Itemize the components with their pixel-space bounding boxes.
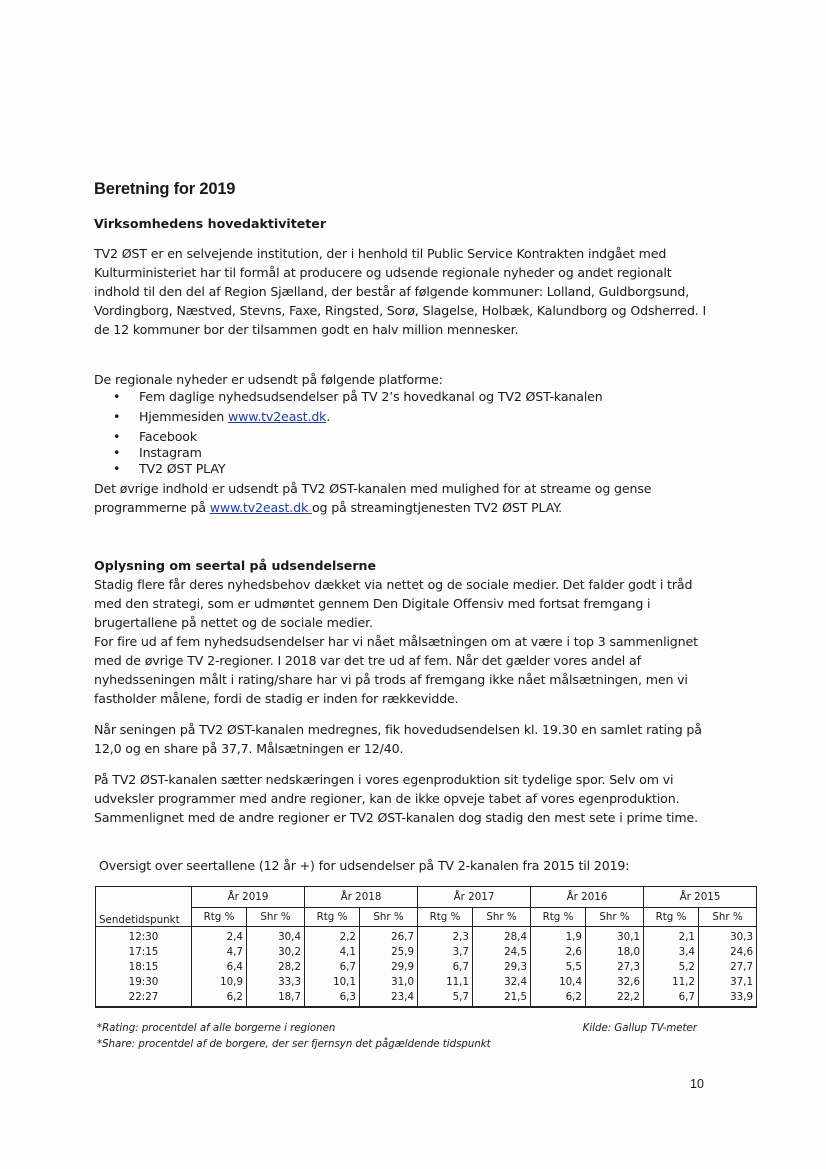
cell-share: 28,2 [247,959,305,974]
platform-item [113,445,603,461]
platform-text: TV2 ØST PLAY [139,461,226,476]
cell-rating: 2,3 [418,927,473,945]
cell-rating: 3,7 [418,944,473,959]
platform-item [113,409,603,429]
cell-rating: 5,2 [644,959,699,974]
column-header-year: År 2015 [644,887,757,908]
page-number: 10 [690,1077,704,1091]
column-header-share: Shr % [586,908,644,927]
activities-text: TV2 ØST er en selvejende institution, der i henhold til Public Service Kontrakten indgået med Kulturministeriet har til formål at producere og udsende regionale nyheder og andet regionalt indhold til den del af Region Sjælland, der består af følgende kommuner: Lolland, Guldborgsund, Vordingborg, Næstved, Stevns, Faxe, Ringsted, Sorø, Slagelse, Holbæk, Kalundborg og Odsherred. I de 12 kommuner bor der tilsammen godt en halv million mennesker. [94,246,707,337]
cell-rating: 6,7 [305,959,360,974]
table-row [96,989,757,1007]
platform-text: Fem daglige nyhedsudsendelser på TV 2’s hovedkanal og TV2 ØST-kanalen [139,389,603,404]
cell-rating: 3,4 [644,944,699,959]
platforms-list [113,389,603,477]
cell-rating: 4,7 [192,944,247,959]
cell-time: 22:27 [96,989,192,1007]
cell-rating: 6,2 [192,989,247,1007]
cell-time: 17:15 [96,944,192,959]
cell-time: 18:15 [96,959,192,974]
cell-rating: 11,2 [644,974,699,989]
platform-text: Facebook [139,429,197,444]
other-content-paragraph [94,479,714,517]
column-header-rating: Rtg % [418,908,473,927]
platforms-intro [94,370,714,389]
viewers-text-3: Når seningen på TV2 ØST-kanalen medregnes, fik hovedudsendelsen kl. 19.30 en samlet rating på 12,0 og en share på 37,7. Målsætningen er 12/40. [94,722,702,756]
column-header-time: Sendetidspunkt [96,887,192,927]
viewers-text-2: For fire ud af fem nyhedsudsendelser har vi nået målsætningen om at være i top 3 sammenlignet med de øvrige TV 2-regioner. I 2018 var det tre ud af fem. Når det gælder vores andel af nyhedsseningen målt i rating/share har vi på trods af fremgang ikke nået målsætningen, men vi fastholder målene, fordi de stadig er inden for rækkevidde. [94,634,698,706]
column-header-year: År 2018 [305,887,418,908]
cell-share: 33,9 [699,989,757,1007]
viewers-paragraph-1 [94,575,714,708]
cell-share: 28,4 [473,927,531,945]
table-row [96,959,757,974]
cell-rating: 1,9 [531,927,586,945]
cell-share: 21,5 [473,989,531,1007]
section-heading-viewers: Oplysning om seertal på udsendelserne [94,558,377,573]
cell-rating: 2,1 [644,927,699,945]
platform-suffix: . [326,409,331,424]
cell-share: 32,6 [586,974,644,989]
platform-text: Hjemmesiden [139,409,228,424]
data-source: Kilde: Gallup TV-meter [582,1023,697,1034]
bullet-icon: • [113,445,121,460]
website-link[interactable]: www.tv2east.dk [228,409,327,424]
cell-rating: 6,2 [531,989,586,1007]
cell-share: 32,4 [473,974,531,989]
column-header-rating: Rtg % [305,908,360,927]
viewers-paragraph-4 [94,770,714,827]
bullet-icon: • [113,461,121,476]
table-caption: Oversigt over seertallene (12 år +) for udsendelser på TV 2-kanalen fra 2015 til 2019: [99,858,630,873]
table-row [96,974,757,989]
platform-item [113,429,603,445]
cell-share: 29,3 [473,959,531,974]
column-header-rating: Rtg % [531,908,586,927]
cell-share: 31,0 [360,974,418,989]
platform-item [113,389,603,409]
activities-paragraph [94,244,714,339]
cell-time: 19:30 [96,974,192,989]
cell-share: 29,9 [360,959,418,974]
viewer-stats-table [95,886,757,1008]
cell-rating: 5,5 [531,959,586,974]
platform-text: Instagram [139,445,202,460]
bullet-icon: • [113,389,121,404]
table-row [96,944,757,959]
cell-share: 30,3 [699,927,757,945]
cell-rating: 10,1 [305,974,360,989]
cell-rating: 10,4 [531,974,586,989]
platforms-intro-text: De regionale nyheder er udsendt på følgende platforme: [94,372,443,387]
viewers-text-1: Stadig flere får deres nyhedsbehov dækket via nettet og de sociale medier. Det falder godt i tråd med den strategi, som er udmøntet gennem Den Digitale Offensiv med fortsat fremgang i brugertallene på nettet og de sociale medier. [94,577,693,630]
cell-share: 37,1 [699,974,757,989]
cell-rating: 5,7 [418,989,473,1007]
other-content-after: og på streamingtjenesten TV2 ØST PLAY. [311,500,563,515]
cell-rating: 6,7 [644,989,699,1007]
cell-share: 26,7 [360,927,418,945]
section-heading-activities: Virksomhedens hovedaktiviteter [94,216,327,231]
cell-share: 27,7 [699,959,757,974]
cell-share: 30,1 [586,927,644,945]
cell-share: 33,3 [247,974,305,989]
table-notes [97,1021,697,1053]
note-rating: *Rating: procentdel af alle borgerne i regionen [97,1023,336,1034]
cell-time: 12:30 [96,927,192,945]
cell-share: 22,2 [586,989,644,1007]
column-header-rating: Rtg % [644,908,699,927]
year-header-row [96,887,757,908]
cell-rating: 6,7 [418,959,473,974]
cell-share: 30,4 [247,927,305,945]
sub-header-row [96,908,757,927]
column-header-rating: Rtg % [192,908,247,927]
website-link-2[interactable]: www.tv2east.dk [209,500,312,515]
bullet-icon: • [113,429,121,444]
column-header-year: År 2016 [531,887,644,908]
note-share: *Share: procentdel af de borgere, der ser fjernsyn det pågældende tidspunkt [97,1039,491,1050]
platform-item [113,461,603,477]
cell-rating: 6,4 [192,959,247,974]
table-body [96,927,757,1008]
column-header-share: Shr % [473,908,531,927]
cell-share: 18,0 [586,944,644,959]
cell-share: 23,4 [360,989,418,1007]
cell-share: 24,6 [699,944,757,959]
table-row [96,927,757,945]
column-header-year: År 2019 [192,887,305,908]
cell-rating: 2,2 [305,927,360,945]
column-header-share: Shr % [360,908,418,927]
column-header-share: Shr % [247,908,305,927]
other-content-text [94,479,714,517]
viewers-paragraph-3 [94,720,714,758]
cell-share: 18,7 [247,989,305,1007]
column-header-share: Shr % [699,908,757,927]
cell-rating: 2,6 [531,944,586,959]
document-title: Beretning for 2019 [94,180,236,198]
cell-rating: 10,9 [192,974,247,989]
viewers-text-4: På TV2 ØST-kanalen sætter nedskæringen i vores egenproduktion sit tydelige spor. Selv om vi udveksler programmer med andre regioner, kan de ikke opveje tabet af vores egenproduktion. Sammenlignet med de andre regioner er TV2 ØST-kanalen dog stadig den mest sete i prime time. [94,772,698,825]
cell-rating: 2,4 [192,927,247,945]
column-header-year: År 2017 [418,887,531,908]
other-content-before: Det øvrige indhold er udsendt på TV2 ØST-kanalen med mulighed for at streame og gense programmerne på [94,481,652,515]
cell-share: 30,2 [247,944,305,959]
cell-rating: 6,3 [305,989,360,1007]
bullet-icon: • [113,409,121,424]
cell-share: 25,9 [360,944,418,959]
cell-rating: 11,1 [418,974,473,989]
cell-rating: 4,1 [305,944,360,959]
cell-share: 24,5 [473,944,531,959]
cell-share: 27,3 [586,959,644,974]
